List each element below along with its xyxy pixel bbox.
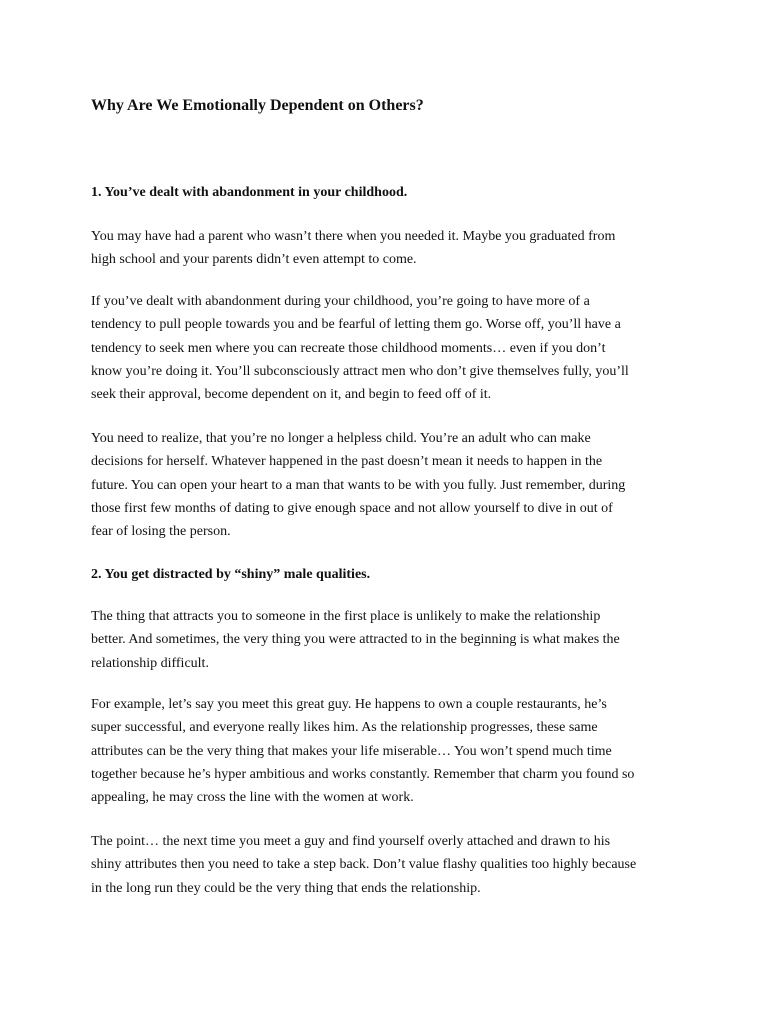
paragraph — [91, 427, 703, 543]
paragraph — [91, 693, 703, 809]
paragraph — [91, 605, 703, 675]
document-title: Why Are We Emotionally Dependent on Others? — [91, 97, 424, 114]
paragraph-line: tendency to pull people towards you and be fearful of letting them go. Worse off, you’ll have a — [91, 317, 621, 333]
paragraph — [91, 225, 703, 272]
section-heading-1: 1. You’ve dealt with abandonment in your childhood. — [91, 185, 408, 200]
paragraph-line: in the long run they could be the very thing that ends the relationship. — [91, 880, 481, 896]
paragraph-line: If you’ve dealt with abandonment during your childhood, you’re going to have more of a — [91, 294, 590, 309]
paragraph-line: future. You can open your heart to a man that wants to be with you fully. Just remember, during — [91, 477, 626, 493]
paragraph-line: better. And sometimes, the very thing you were attracted to in the beginning is what makes the — [91, 632, 620, 648]
paragraph-line: fear of losing the person. — [91, 524, 231, 540]
paragraph-line: seek their approval, become dependent on it, and begin to feed off of it. — [91, 387, 492, 403]
paragraph-line: For example, let’s say you meet this great guy. He happens to own a couple restaurants, he’s — [91, 697, 607, 712]
paragraph-line: high school and your parents didn’t even attempt to come. — [91, 252, 417, 268]
paragraph-line: relationship difficult. — [91, 655, 209, 671]
paragraph-line: decisions for herself. Whatever happened in the past doesn’t mean it needs to happen in the — [91, 454, 603, 470]
paragraph — [91, 290, 703, 406]
paragraph-line: together because he’s hyper ambitious and works constantly. Remember that charm you found so — [91, 766, 635, 782]
paragraph — [91, 830, 703, 900]
paragraph-line: super successful, and everyone really likes him. As the relationship progresses, these same — [91, 720, 598, 736]
paragraph-line: appealing, he may cross the line with the women at work. — [91, 790, 414, 806]
paragraph-line: those first few months of dating to give enough space and not allow yourself to dive in out of — [91, 500, 613, 516]
paragraph-line: tendency to seek men where you can recreate those childhood moments… even if you don’t — [91, 340, 606, 356]
paragraph-line: know you’re doing it. You’ll subconsciously attract men who don’t give themselves fully, you’ll — [91, 363, 629, 379]
paragraph-line: The thing that attracts you to someone in the first place is unlikely to make the relationship — [91, 609, 601, 624]
paragraph-line: The point… the next time you meet a guy and find yourself overly attached and drawn to his — [91, 834, 611, 849]
paragraph-line: You need to realize, that you’re no longer a helpless child. You’re an adult who can make — [91, 431, 591, 446]
paragraph-line: shiny attributes then you need to take a step back. Don’t value flashy qualities too highly because — [91, 857, 637, 873]
paragraph-line: You may have had a parent who wasn’t there when you needed it. Maybe you graduated from — [91, 229, 616, 244]
section-heading-2: 2. You get distracted by “shiny” male qualities. — [91, 567, 371, 582]
paragraph-line: attributes can be the very thing that makes your life miserable… You won’t spend much time — [91, 743, 612, 759]
